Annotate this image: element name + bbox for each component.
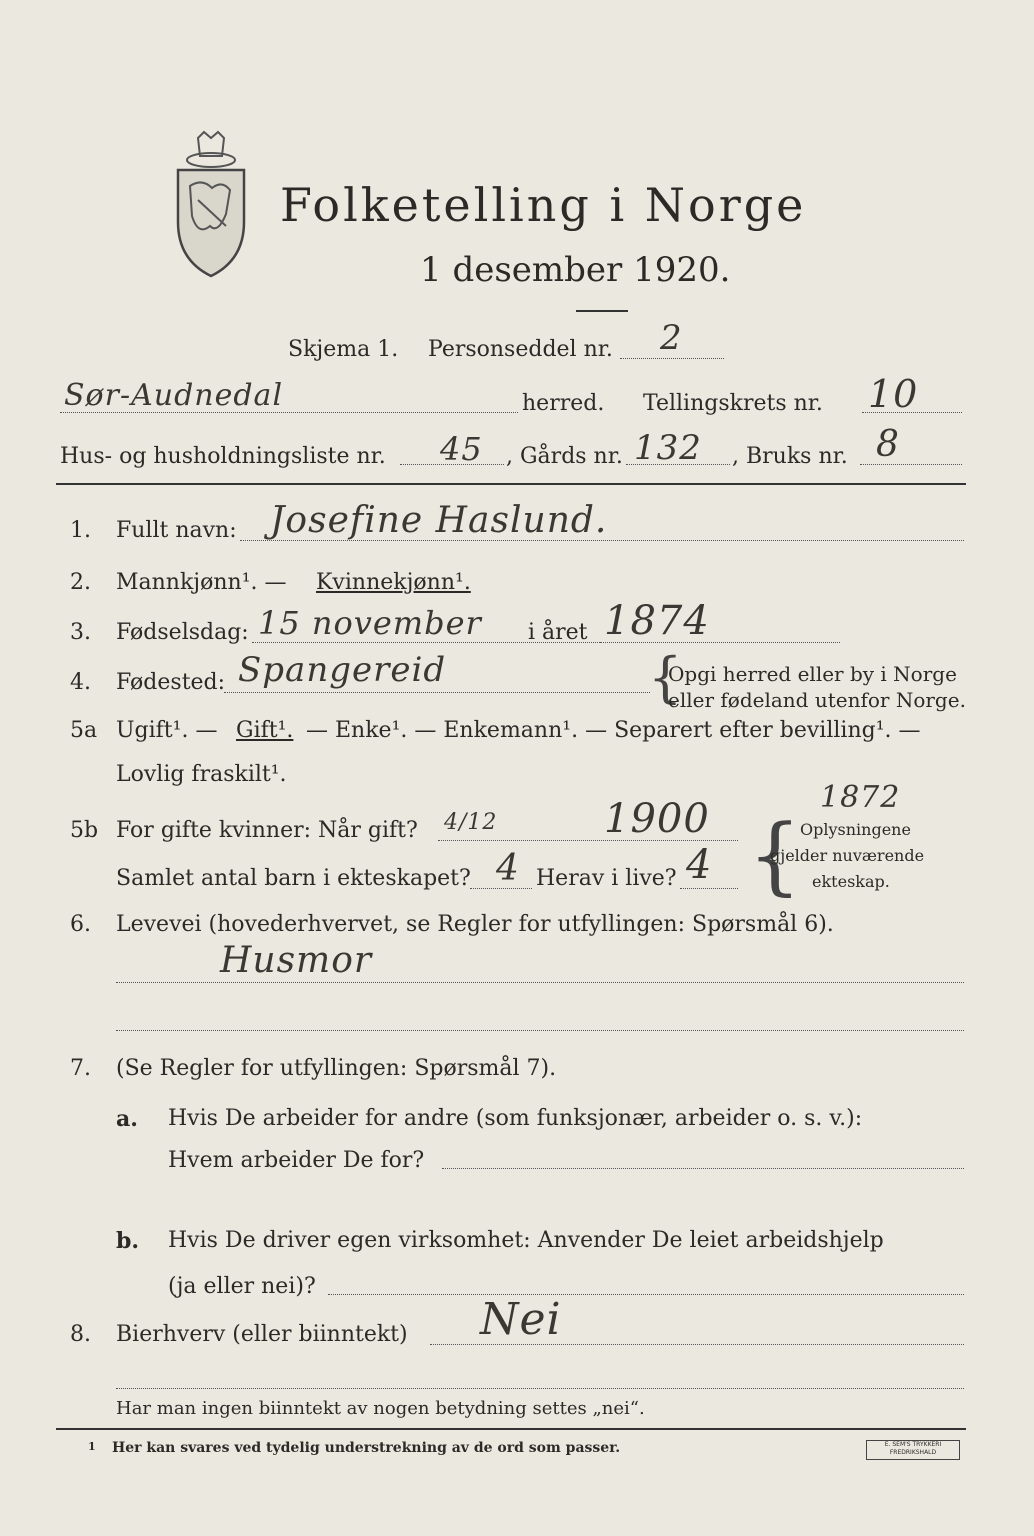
q5a-number: 5a xyxy=(70,718,98,743)
hus-label: Hus- og husholdningsliste nr. xyxy=(60,444,386,469)
q3-number: 3. xyxy=(70,620,91,645)
q4-brace: { xyxy=(648,646,683,709)
birthplace-value[interactable]: Spangereid xyxy=(238,650,447,690)
gards-value[interactable]: 132 xyxy=(634,428,702,468)
lovlig-fraskilt-option[interactable]: Lovlig fraskilt¹. xyxy=(116,762,287,787)
children-value[interactable]: 4 xyxy=(496,848,520,889)
personseddel-label: Personseddel nr. xyxy=(428,337,613,362)
q7b-question: (ja eller nei)? xyxy=(168,1274,316,1299)
q1-label: Fullt navn: xyxy=(116,518,237,543)
q4-line xyxy=(224,692,650,693)
q4-number: 4. xyxy=(70,670,91,695)
q4-note-2: eller fødeland utenfor Norge. xyxy=(668,688,966,712)
ugift-option[interactable]: Ugift¹. — xyxy=(116,718,218,743)
q8-number: 8. xyxy=(70,1322,91,1347)
gards-label: , Gårds nr. xyxy=(506,444,623,469)
extra-year-annotation: 1872 xyxy=(820,780,901,815)
footnote-text: Her kan svares ved tydelig understrekning av de ord som passer. xyxy=(112,1440,621,1456)
q6-line-2 xyxy=(116,1030,964,1031)
full-name-value[interactable]: Josefine Haslund. xyxy=(270,500,608,541)
q7-label: (Se Regler for utfyllingen: Spørsmål 7). xyxy=(116,1056,557,1081)
tellingskrets-label: Tellingskrets nr. xyxy=(643,391,823,416)
q5b-label: For gifte kvinner: Når gift? xyxy=(116,818,418,843)
occupation-value[interactable]: Husmor xyxy=(220,940,373,981)
q3-label: Fødselsdag: xyxy=(116,620,249,645)
q5b-number: 5b xyxy=(70,818,99,843)
skjema-label: Skjema 1. xyxy=(288,337,399,362)
personseddel-line xyxy=(620,358,724,359)
q6-line-1 xyxy=(116,982,964,983)
tellingskrets-value[interactable]: 10 xyxy=(868,372,919,416)
birthday-value[interactable]: 15 november xyxy=(258,604,482,642)
herred-label: herred. xyxy=(522,391,605,416)
form-title: Folketelling i Norge xyxy=(280,178,807,232)
q8-label: Bierhverv (eller biinntekt) xyxy=(116,1322,408,1347)
norwegian-coat-of-arms-icon xyxy=(168,130,254,280)
q4-note-1: Opgi herred eller by i Norge xyxy=(668,662,957,686)
children-label: Samlet antal barn i ekteskapet? xyxy=(116,866,471,891)
q5b-note-3: ekteskap. xyxy=(812,872,890,891)
q5b-note-1: Oplysningene xyxy=(800,820,911,839)
gift-option-selected[interactable]: Gift¹. xyxy=(236,718,294,743)
female-option-selected[interactable]: Kvinnekjønn¹. xyxy=(316,570,471,595)
herred-value[interactable]: Sør-Audnedal xyxy=(64,378,284,413)
year-label: i året xyxy=(528,620,588,645)
q5b-brace: { xyxy=(748,806,802,904)
q7b-letter: b. xyxy=(116,1228,140,1254)
q4-label: Fødested: xyxy=(116,670,226,695)
q2-number: 2. xyxy=(70,570,91,595)
q7b-answer-line[interactable] xyxy=(328,1294,964,1295)
alive-label: Herav i live? xyxy=(536,866,677,891)
q7-number: 7. xyxy=(70,1056,91,1081)
hus-value[interactable]: 45 xyxy=(440,430,483,468)
header-rule xyxy=(56,483,966,485)
q8-line-2 xyxy=(116,1388,964,1389)
q7a-question: Hvem arbeider De for? xyxy=(168,1148,425,1173)
footnote-mark: 1 xyxy=(88,1440,96,1453)
q6-number: 6. xyxy=(70,912,91,937)
q7a-answer-line[interactable] xyxy=(442,1168,964,1169)
alive-line xyxy=(680,888,738,889)
alive-value[interactable]: 4 xyxy=(686,842,713,888)
side-income-value[interactable]: Nei xyxy=(480,1294,562,1345)
q7a-letter: a. xyxy=(116,1106,138,1132)
marital-options-rest[interactable]: — Enke¹. — Enkemann¹. — Separert efter bevilling¹. — xyxy=(306,718,921,743)
male-option[interactable]: Mannkjønn¹. — xyxy=(116,570,287,595)
q6-label: Levevei (hovederhvervet, se Regler for utfyllingen: Spørsmål 6). xyxy=(116,912,834,937)
q7a-text: Hvis De arbeider for andre (som funksjonær, arbeider o. s. v.): xyxy=(168,1106,863,1131)
printer-stamp: E. SEM'S TRYKKERI FREDRIKSHALD xyxy=(866,1440,960,1460)
bruks-label: , Bruks nr. xyxy=(732,444,848,469)
marriage-year-value[interactable]: 1900 xyxy=(604,796,710,842)
q5b-note-2: gjelder nuværende xyxy=(770,846,925,865)
footer-rule xyxy=(56,1428,966,1430)
birth-year-value[interactable]: 1874 xyxy=(604,598,710,644)
personseddel-value[interactable]: 2 xyxy=(660,318,683,358)
q7b-text: Hvis De driver egen virksomhet: Anvender De leiet arbeidshjelp xyxy=(168,1228,884,1253)
q1-number: 1. xyxy=(70,518,91,543)
footer-note: Har man ingen biinntekt av nogen betydning settes „nei“. xyxy=(116,1398,645,1419)
title-divider xyxy=(576,310,628,312)
census-date: 1 desember 1920. xyxy=(420,250,731,290)
bruks-value[interactable]: 8 xyxy=(876,424,900,465)
marriage-date-value[interactable]: 4/12 xyxy=(444,810,498,835)
